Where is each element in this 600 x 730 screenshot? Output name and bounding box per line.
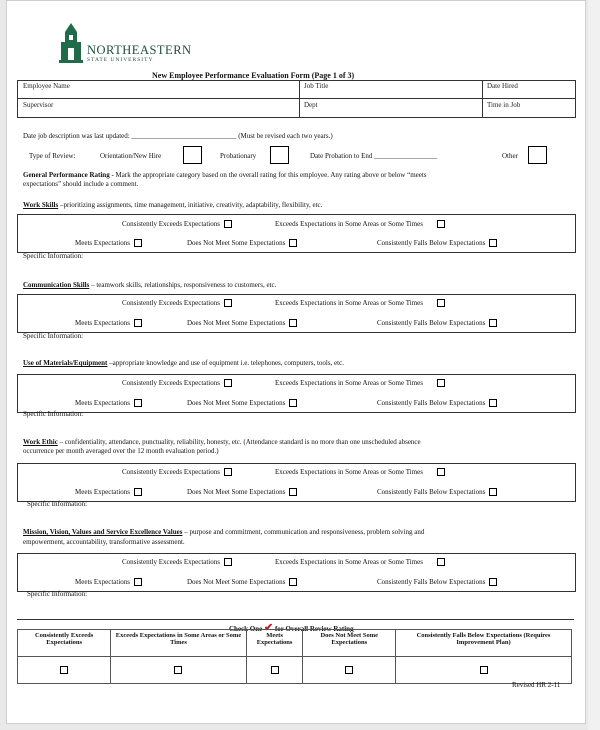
materials-falls-below-checkbox[interactable] xyxy=(489,399,497,407)
mission-specific-info[interactable]: Specific Information: xyxy=(27,590,88,598)
logo-name: NORTHEASTERN xyxy=(87,43,192,57)
mission-meets[interactable]: Meets Expectations xyxy=(75,578,142,586)
mission-exceeds-some-checkbox[interactable] xyxy=(437,558,445,566)
work-skills-consistently-exceeds[interactable]: Consistently Exceeds Expectations xyxy=(122,220,232,228)
overall-exceeds-some-checkbox[interactable] xyxy=(174,666,182,674)
work-skills-meets-checkbox[interactable] xyxy=(134,239,142,247)
orientation-checkbox[interactable] xyxy=(183,146,202,164)
overall-col-falls-below: Consistently Falls Below Expectations (Requires Improvement Plan) xyxy=(396,630,572,657)
communication-meets[interactable]: Meets Expectations xyxy=(75,319,142,327)
ethic-falls-below[interactable]: Consistently Falls Below Expectations xyxy=(377,488,497,496)
ethic-does-not-meet-checkbox[interactable] xyxy=(289,488,297,496)
university-tower-logo-icon xyxy=(58,23,84,63)
overall-falls-below-checkbox[interactable] xyxy=(480,666,488,674)
job-title-field[interactable]: Job Title xyxy=(304,82,329,90)
overall-consistently-exceeds-checkbox[interactable] xyxy=(60,666,68,674)
probationary-label: Probationary xyxy=(220,152,257,160)
review-type-label: Type of Review: xyxy=(29,152,76,160)
vertical-scrollbar[interactable] xyxy=(588,0,600,730)
communication-consistently-exceeds-checkbox[interactable] xyxy=(224,299,232,307)
mission-falls-below-checkbox[interactable] xyxy=(489,578,497,586)
mission-exceeds-some[interactable]: Exceeds Expectations in Some Areas or Some Times xyxy=(275,558,445,566)
materials-exceeds-some-checkbox[interactable] xyxy=(437,379,445,387)
general-rating-instructions: General Performance Rating - Mark the appropriate category based on the overall rating for this employee. Any rating above or below “meets xyxy=(23,171,427,179)
communication-falls-below-checkbox[interactable] xyxy=(489,319,497,327)
overall-meets-checkbox[interactable] xyxy=(271,666,279,674)
work-skills-exceeds-some-checkbox[interactable] xyxy=(437,220,445,228)
ethic-does-not-meet[interactable]: Does Not Meet Some Expectations xyxy=(187,488,297,496)
mission-desc-line2: empowerment, accountability, transformative assessment. xyxy=(23,538,185,546)
overall-col-exceeds-some: Exceeds Expectations in Some Areas or Some Times xyxy=(111,630,246,657)
mission-values-heading: Mission, Vision, Values and Service Excellence Values – purpose and commitment, communication and responsiveness, problem solving and xyxy=(23,528,425,536)
overall-col-meets: Meets Expectations xyxy=(246,630,303,657)
mission-falls-below[interactable]: Consistently Falls Below Expectations xyxy=(377,578,497,586)
logo-subtitle: STATE UNIVERSITY xyxy=(87,57,154,63)
general-rating-title: General Performance Rating - xyxy=(23,171,114,179)
revision-footer: Revised HR 2-11 xyxy=(512,681,561,689)
work-skills-falls-below-checkbox[interactable] xyxy=(489,239,497,247)
time-in-job-field[interactable]: Time in Job xyxy=(487,101,521,109)
overall-rating-heading: Check One ✔ for Overall Review Rating xyxy=(229,622,354,634)
supervisor-field[interactable]: Supervisor xyxy=(23,101,54,109)
probationary-checkbox[interactable] xyxy=(270,146,289,164)
form-title: New Employee Performance Evaluation Form (Page 1 of 3) xyxy=(152,71,355,80)
work-skills-consistently-exceeds-checkbox[interactable] xyxy=(224,220,232,228)
ethic-specific-info[interactable]: Specific Information: xyxy=(27,500,88,508)
mission-does-not-meet[interactable]: Does Not Meet Some Expectations xyxy=(187,578,297,586)
ethic-meets[interactable]: Meets Expectations xyxy=(75,488,142,496)
communication-exceeds-some[interactable]: Exceeds Expectations in Some Areas or Some Times xyxy=(275,299,445,307)
form-page xyxy=(6,0,586,724)
work-ethic-desc-line2: occurrence per month averaged over the 12 month evaluation period.) xyxy=(23,447,219,455)
communication-specific-info[interactable]: Specific Information: xyxy=(23,332,84,340)
other-checkbox[interactable] xyxy=(528,146,547,164)
materials-does-not-meet-checkbox[interactable] xyxy=(289,399,297,407)
ethic-consistently-exceeds[interactable]: Consistently Exceeds Expectations xyxy=(122,468,232,476)
communication-meets-checkbox[interactable] xyxy=(134,319,142,327)
work-skills-does-not-meet[interactable]: Does Not Meet Some Expectations xyxy=(187,239,297,247)
work-ethic-heading: Work Ethic – confidentiality, attendance, punctuality, reliability, honesty, etc. (Attendance standard is no more than one unscheduled absence xyxy=(23,438,421,446)
ethic-meets-checkbox[interactable] xyxy=(134,488,142,496)
job-description-date-field[interactable]: Date job description was last updated: ______________________________ (Must be revised each two years.) xyxy=(23,132,333,140)
ethic-exceeds-some[interactable]: Exceeds Expectations in Some Areas or Some Times xyxy=(275,468,445,476)
materials-consistently-exceeds[interactable]: Consistently Exceeds Expectations xyxy=(122,379,232,387)
ethic-falls-below-checkbox[interactable] xyxy=(489,488,497,496)
overall-col-does-not-meet: Does Not Meet Some Expectations xyxy=(303,630,396,657)
communication-consistently-exceeds[interactable]: Consistently Exceeds Expectations xyxy=(122,299,232,307)
employee-name-field[interactable]: Employee Name xyxy=(23,82,70,90)
mission-consistently-exceeds[interactable]: Consistently Exceeds Expectations xyxy=(122,558,232,566)
work-skills-meets[interactable]: Meets Expectations xyxy=(75,239,142,247)
materials-meets-checkbox[interactable] xyxy=(134,399,142,407)
overall-col-consistently-exceeds: Consistently Exceeds Expectations xyxy=(18,630,111,657)
red-checkmark-icon: ✔ xyxy=(264,622,274,634)
work-skills-specific-info[interactable]: Specific Information: xyxy=(23,252,84,260)
work-skills-exceeds-some[interactable]: Exceeds Expectations in Some Areas or Some Times xyxy=(275,220,445,228)
work-skills-heading: Work Skills –prioritizing assignments, time management, initiative, creativity, adaptability, flexibility, etc. xyxy=(23,201,323,209)
mission-consistently-exceeds-checkbox[interactable] xyxy=(224,558,232,566)
materials-does-not-meet[interactable]: Does Not Meet Some Expectations xyxy=(187,399,297,407)
work-skills-falls-below[interactable]: Consistently Falls Below Expectations xyxy=(377,239,497,247)
materials-falls-below[interactable]: Consistently Falls Below Expectations xyxy=(377,399,497,407)
overall-does-not-meet-checkbox[interactable] xyxy=(345,666,353,674)
materials-exceeds-some[interactable]: Exceeds Expectations in Some Areas or Some Times xyxy=(275,379,445,387)
probation-end-date-field[interactable]: Date Probation to End __________________ xyxy=(310,152,438,160)
ethic-consistently-exceeds-checkbox[interactable] xyxy=(224,468,232,476)
dept-field[interactable]: Dept xyxy=(304,101,318,109)
mission-meets-checkbox[interactable] xyxy=(134,578,142,586)
work-skills-does-not-meet-checkbox[interactable] xyxy=(289,239,297,247)
communication-does-not-meet-checkbox[interactable] xyxy=(289,319,297,327)
materials-equipment-heading: Use of Materials/Equipment –appropriate knowledge and use of equipment i.e. telephones, computers, tools, etc. xyxy=(23,359,344,367)
materials-meets[interactable]: Meets Expectations xyxy=(75,399,142,407)
materials-consistently-exceeds-checkbox[interactable] xyxy=(224,379,232,387)
general-rating-note: expectations” should include a comment. xyxy=(23,180,139,188)
communication-does-not-meet[interactable]: Does Not Meet Some Expectations xyxy=(187,319,297,327)
orientation-label: Orientation/New Hire xyxy=(100,152,162,160)
materials-specific-info[interactable]: Specific Information: xyxy=(23,410,84,418)
mission-does-not-meet-checkbox[interactable] xyxy=(289,578,297,586)
other-label: Other xyxy=(502,152,518,160)
communication-exceeds-some-checkbox[interactable] xyxy=(437,299,445,307)
communication-skills-heading: Communication Skills – teamwork skills, relationships, responsiveness to customers, etc. xyxy=(23,281,277,289)
ethic-exceeds-some-checkbox[interactable] xyxy=(437,468,445,476)
overall-rating-table xyxy=(17,629,572,684)
date-hired-field[interactable]: Date Hired xyxy=(487,82,518,90)
communication-falls-below[interactable]: Consistently Falls Below Expectations xyxy=(377,319,497,327)
